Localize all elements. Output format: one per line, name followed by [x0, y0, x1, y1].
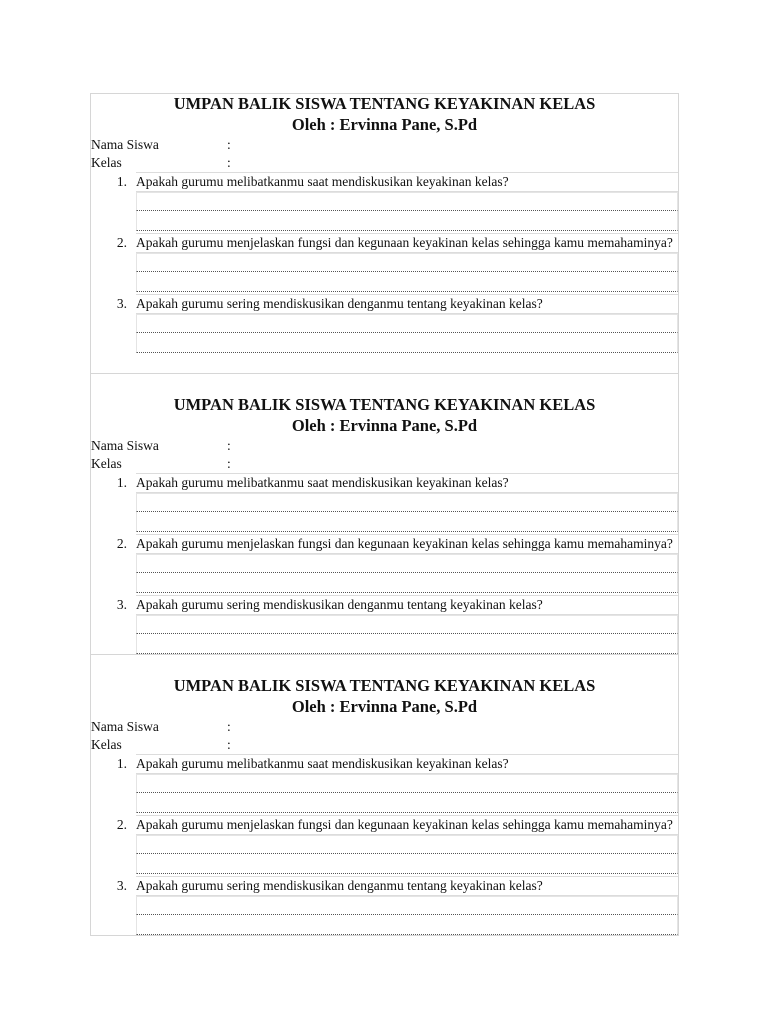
- student-name-colon: :: [227, 719, 231, 734]
- feedback-form-copy: [90, 374, 679, 655]
- question-item: [91, 595, 678, 654]
- answer-line: [136, 272, 678, 292]
- form-title: UMPAN BALIK SISWA TENTANG KEYAKINAN KELAS: [173, 676, 596, 695]
- question-header: [116, 294, 678, 314]
- answer-line: [136, 512, 678, 532]
- question-text: Apakah gurumu menjelaskan fungsi dan kegunaan keyakinan kelas sehingga kamu memahaminya?: [136, 536, 673, 551]
- question-text: Apakah gurumu melibatkanmu saat mendiskusikan keyakinan kelas?: [136, 475, 509, 490]
- question-number: 3.: [116, 296, 127, 311]
- answer-line: [136, 192, 678, 211]
- answer-line: [136, 835, 678, 854]
- student-name-colon: :: [227, 438, 231, 453]
- answer-line: [136, 211, 678, 231]
- answer-line: [136, 314, 678, 333]
- answer-line: [136, 615, 678, 634]
- question-number: 2.: [116, 536, 127, 551]
- answer-line: [136, 573, 678, 593]
- question-number: 2.: [116, 235, 127, 250]
- student-name-colon: :: [227, 137, 231, 152]
- class-label: Kelas: [91, 456, 122, 471]
- class-colon: :: [227, 456, 231, 471]
- question-header: [116, 876, 678, 896]
- answer-line: [136, 793, 678, 813]
- feedback-form-copy: [90, 93, 679, 374]
- question-header: [116, 473, 678, 493]
- question-header: [116, 172, 678, 192]
- question-text: Apakah gurumu sering mendiskusikan denganmu tentang keyakinan kelas?: [136, 597, 543, 612]
- form-author: Oleh : Ervinna Pane, S.Pd: [291, 416, 478, 435]
- answer-line: [136, 915, 678, 935]
- form-title: UMPAN BALIK SISWA TENTANG KEYAKINAN KELAS: [173, 395, 596, 414]
- student-name-label: Nama Siswa: [91, 137, 159, 152]
- form-title: UMPAN BALIK SISWA TENTANG KEYAKINAN KELAS: [173, 94, 596, 113]
- question-header: [116, 754, 678, 774]
- question-header: [116, 534, 678, 554]
- class-label: Kelas: [91, 155, 122, 170]
- question-item: [91, 233, 678, 292]
- class-colon: :: [227, 737, 231, 752]
- class-colon: :: [227, 155, 231, 170]
- question-item: [91, 754, 678, 813]
- answer-line: [136, 896, 678, 915]
- question-item: [91, 294, 678, 353]
- question-item: [91, 876, 678, 935]
- question-item: [91, 172, 678, 231]
- question-item: [91, 534, 678, 593]
- question-list: [91, 754, 678, 935]
- answer-line: [136, 854, 678, 874]
- student-name-label: Nama Siswa: [91, 438, 159, 453]
- question-header: [116, 233, 678, 253]
- question-text: Apakah gurumu sering mendiskusikan denganmu tentang keyakinan kelas?: [136, 878, 543, 893]
- question-number: 1.: [116, 475, 127, 490]
- question-item: [91, 473, 678, 532]
- student-name-label: Nama Siswa: [91, 719, 159, 734]
- answer-line: [136, 554, 678, 573]
- answer-line: [136, 493, 678, 512]
- question-text: Apakah gurumu melibatkanmu saat mendiskusikan keyakinan kelas?: [136, 756, 509, 771]
- question-number: 2.: [116, 817, 127, 832]
- question-header: [116, 815, 678, 835]
- question-header: [116, 595, 678, 615]
- question-number: 1.: [116, 756, 127, 771]
- class-label: Kelas: [91, 737, 122, 752]
- question-text: Apakah gurumu sering mendiskusikan denganmu tentang keyakinan kelas?: [136, 296, 543, 311]
- question-list: [91, 172, 678, 353]
- question-text: Apakah gurumu menjelaskan fungsi dan kegunaan keyakinan kelas sehingga kamu memahaminya?: [136, 817, 673, 832]
- question-text: Apakah gurumu menjelaskan fungsi dan kegunaan keyakinan kelas sehingga kamu memahaminya?: [136, 235, 673, 250]
- answer-line: [136, 634, 678, 654]
- answer-line: [136, 253, 678, 272]
- answer-line: [136, 333, 678, 353]
- form-author: Oleh : Ervinna Pane, S.Pd: [291, 115, 478, 134]
- feedback-form-copy: [90, 655, 679, 936]
- question-number: 3.: [116, 878, 127, 893]
- question-text: Apakah gurumu melibatkanmu saat mendiskusikan keyakinan kelas?: [136, 174, 509, 189]
- question-list: [91, 473, 678, 654]
- question-number: 1.: [116, 174, 127, 189]
- question-item: [91, 815, 678, 874]
- question-number: 3.: [116, 597, 127, 612]
- form-author: Oleh : Ervinna Pane, S.Pd: [291, 697, 478, 716]
- answer-line: [136, 774, 678, 793]
- feedback-sheet: [90, 93, 679, 936]
